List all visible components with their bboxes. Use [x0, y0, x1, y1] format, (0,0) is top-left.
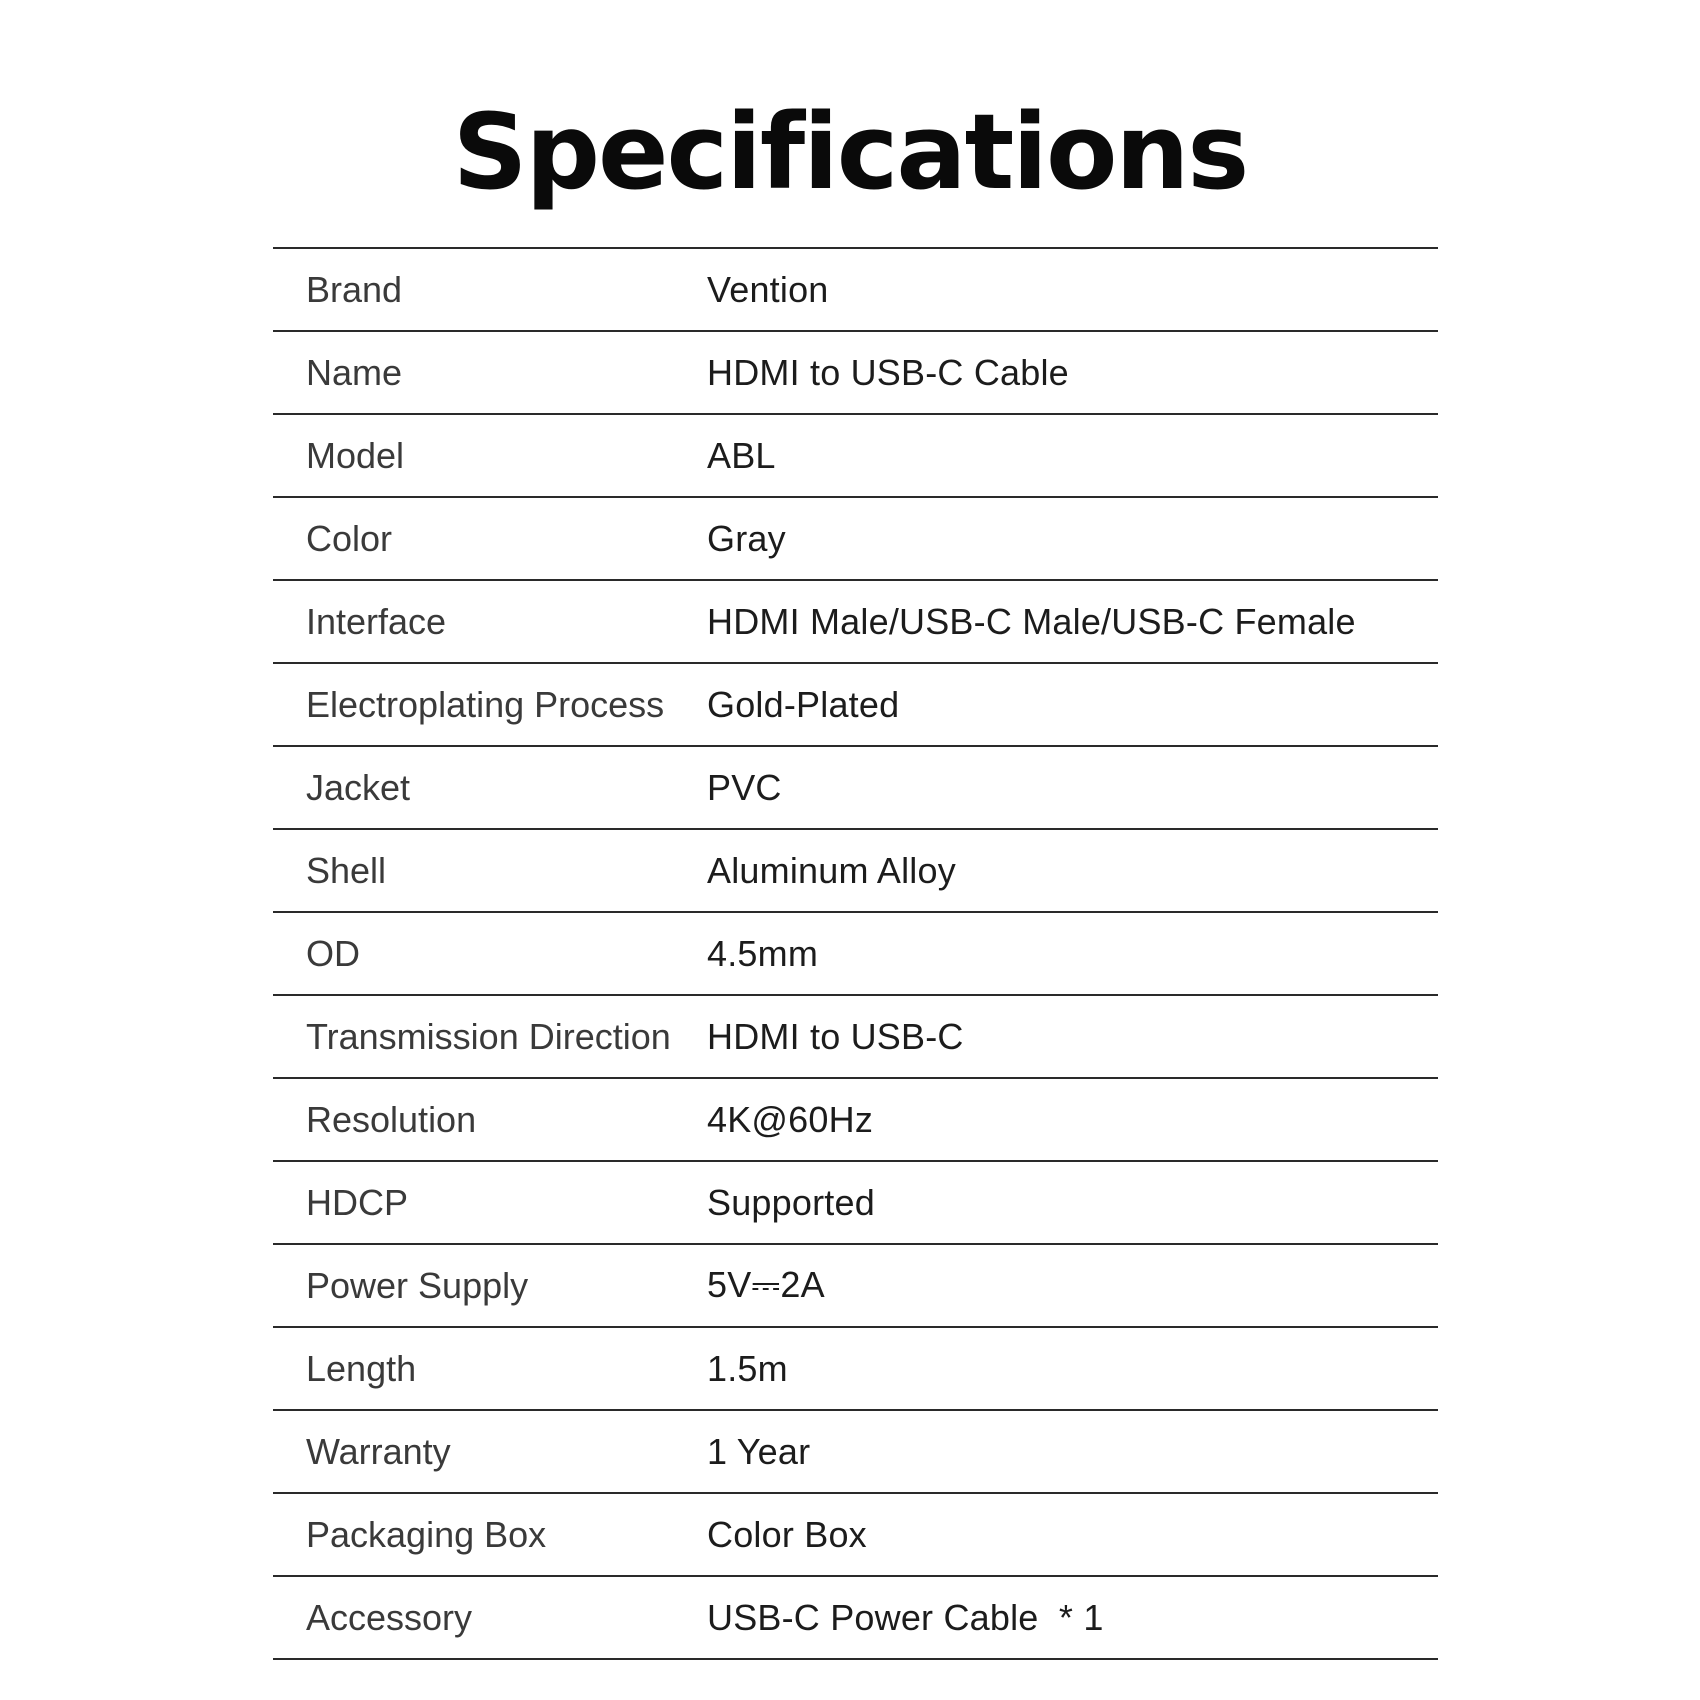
spec-row-brand — [273, 249, 1438, 332]
spec-value: 4K@60Hz — [707, 1098, 874, 1140]
spec-value: HDMI to USB-C — [707, 1015, 964, 1057]
spec-label: Resolution — [306, 1098, 477, 1140]
spec-value: 5V⎓2A — [707, 1264, 825, 1305]
spec-value: 4.5mm — [707, 932, 819, 974]
spec-label: Warranty — [306, 1430, 451, 1472]
spec-row-length — [273, 1328, 1438, 1411]
spec-row-warranty — [273, 1411, 1438, 1494]
spec-row-resolution — [273, 1079, 1438, 1162]
spec-value: ABL — [707, 434, 776, 476]
spec-value: Color Box — [707, 1513, 867, 1555]
spec-row-hdcp — [273, 1162, 1438, 1245]
spec-value: Vention — [707, 268, 829, 310]
spec-value: PVC — [707, 766, 782, 808]
spec-label: Shell — [306, 849, 387, 891]
spec-value: Supported — [707, 1181, 875, 1223]
page-title: Specifications — [452, 91, 1248, 213]
spec-value: Aluminum Alloy — [707, 849, 956, 891]
spec-value: 1 Year — [707, 1430, 811, 1472]
spec-label: Transmission Direction — [306, 1015, 671, 1057]
spec-value: 1.5m — [707, 1347, 788, 1389]
spec-label: Packaging Box — [306, 1513, 547, 1555]
spec-label: Color — [306, 517, 393, 559]
specifications-table — [273, 247, 1438, 1660]
spec-row-packaging-box — [273, 1494, 1438, 1577]
spec-label: Accessory — [306, 1596, 473, 1638]
spec-row-color — [273, 498, 1438, 581]
spec-label: Power Supply — [306, 1264, 529, 1306]
spec-row-model — [273, 415, 1438, 498]
spec-label: Electroplating Process — [306, 683, 665, 725]
spec-label: Interface — [306, 600, 447, 642]
spec-row-transmission-direction — [273, 996, 1438, 1079]
spec-value: Gold-Plated — [707, 683, 900, 725]
spec-value: HDMI Male/USB-C Male/USB-C Female — [707, 600, 1356, 642]
spec-value: USB-C Power Cable * 1 — [707, 1596, 1104, 1638]
spec-row-od — [273, 913, 1438, 996]
spec-label: Length — [306, 1347, 417, 1389]
spec-value: Gray — [707, 517, 786, 559]
spec-label: Name — [306, 351, 403, 393]
spec-label: OD — [306, 932, 360, 974]
spec-row-jacket — [273, 747, 1438, 830]
spec-row-name — [273, 332, 1438, 415]
spec-label: Jacket — [306, 766, 411, 808]
spec-row-interface — [273, 581, 1438, 664]
spec-label: Model — [306, 434, 405, 476]
spec-label: Brand — [306, 268, 403, 310]
spec-value: HDMI to USB-C Cable — [707, 351, 1069, 393]
spec-row-electroplating-process — [273, 664, 1438, 747]
spec-label: HDCP — [306, 1181, 409, 1223]
spec-row-shell — [273, 830, 1438, 913]
spec-row-power-supply — [273, 1245, 1438, 1328]
spec-row-accessory — [273, 1577, 1438, 1660]
